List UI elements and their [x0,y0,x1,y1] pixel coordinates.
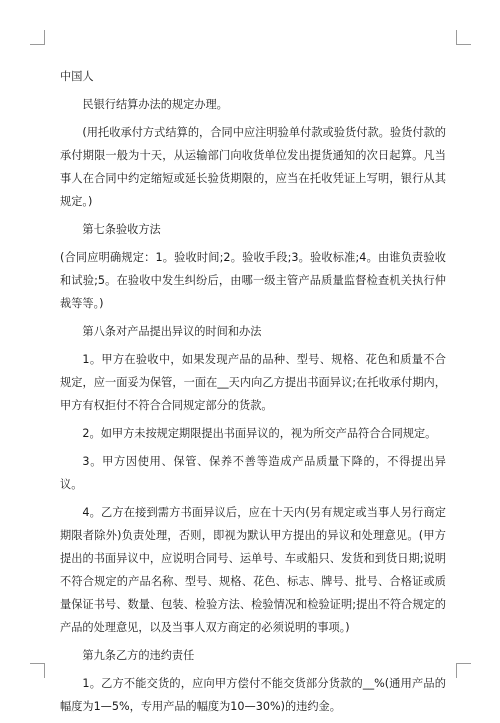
clause-9-1: 1。乙方不能交货的，应向甲方偿付不能交货部分货款的__%(通用产品的幅度为1—5%，专用产品的幅度为10—30%)的违约金。 [60,677,446,713]
clause-8-3: 3。甲方因使用、保管、保养不善等造成产品质量下降的，不得提出异议。 [60,455,446,491]
crop-mark-bottom-right [456,663,471,678]
clause-8-1: 1。甲方在验收中，如果发现产品的品种、型号、规格、花色和质量不合规定，应一面妥为保管，一面在__天内向乙方提出书面异议;在托收承付期内，甲方有权拒付不符合合同规定部分的货款。 [60,353,446,412]
crop-mark-top-right [456,30,471,45]
section-heading-article-8: 第八条对产品提出异议的时间和办法 [82,325,262,338]
paragraph-inspection-note: (合同应明确规定：1。验收时间;2。验收手段;3。验收标准;4。由谁负责验收和试验;5。在验收中发生纠纷后，由哪一级主管产品质量监督检查机关执行仲裁等等。) [60,251,446,310]
section-heading-article-9: 第九条乙方的违约责任 [82,649,195,662]
paragraph-continuation-fragment: 中国人 [60,70,94,83]
clause-8-4: 4。乙方在接到需方书面异议后，应在十天内(另有规定或当事人另行商定期限者除外)负责处理，否则，即视为默认甲方提出的异议和处理意见。(甲方提出的书面异议中，应说明合同号、运单号、车或船只、发货和到货日期;说明不符合规定的产品名称、型号、规格、花色、标志、牌号、批号、合格证或质量保证书号、数量、包装、检验方法、检验情况和检验证明;提出不符合规定的产品的处理意见，以及当事人双方商定的必须说明的事项。) [60,506,446,634]
paragraph-continuation: 民银行结算办法的规定办理。 [82,98,228,111]
section-heading-article-7: 第七条验收方法 [82,223,161,236]
document-body [60,65,446,723]
crop-mark-top-left [30,30,45,45]
paragraph-settlement-note: (用托收承付方式结算的，合同中应注明验单付款或验货付款。验货付款的承付期限一般为十天，从运输部门向收货单位发出提货通知的次日起算。凡当事人在合同中约定缩短或延长验货期限的，应当在托收凭证上写明，银行从其规定。) [60,126,446,208]
crop-mark-bottom-left [30,663,45,678]
clause-8-2: 2。如甲方未按规定期限提出书面异议的，视为所交产品符合合同规定。 [82,427,437,440]
